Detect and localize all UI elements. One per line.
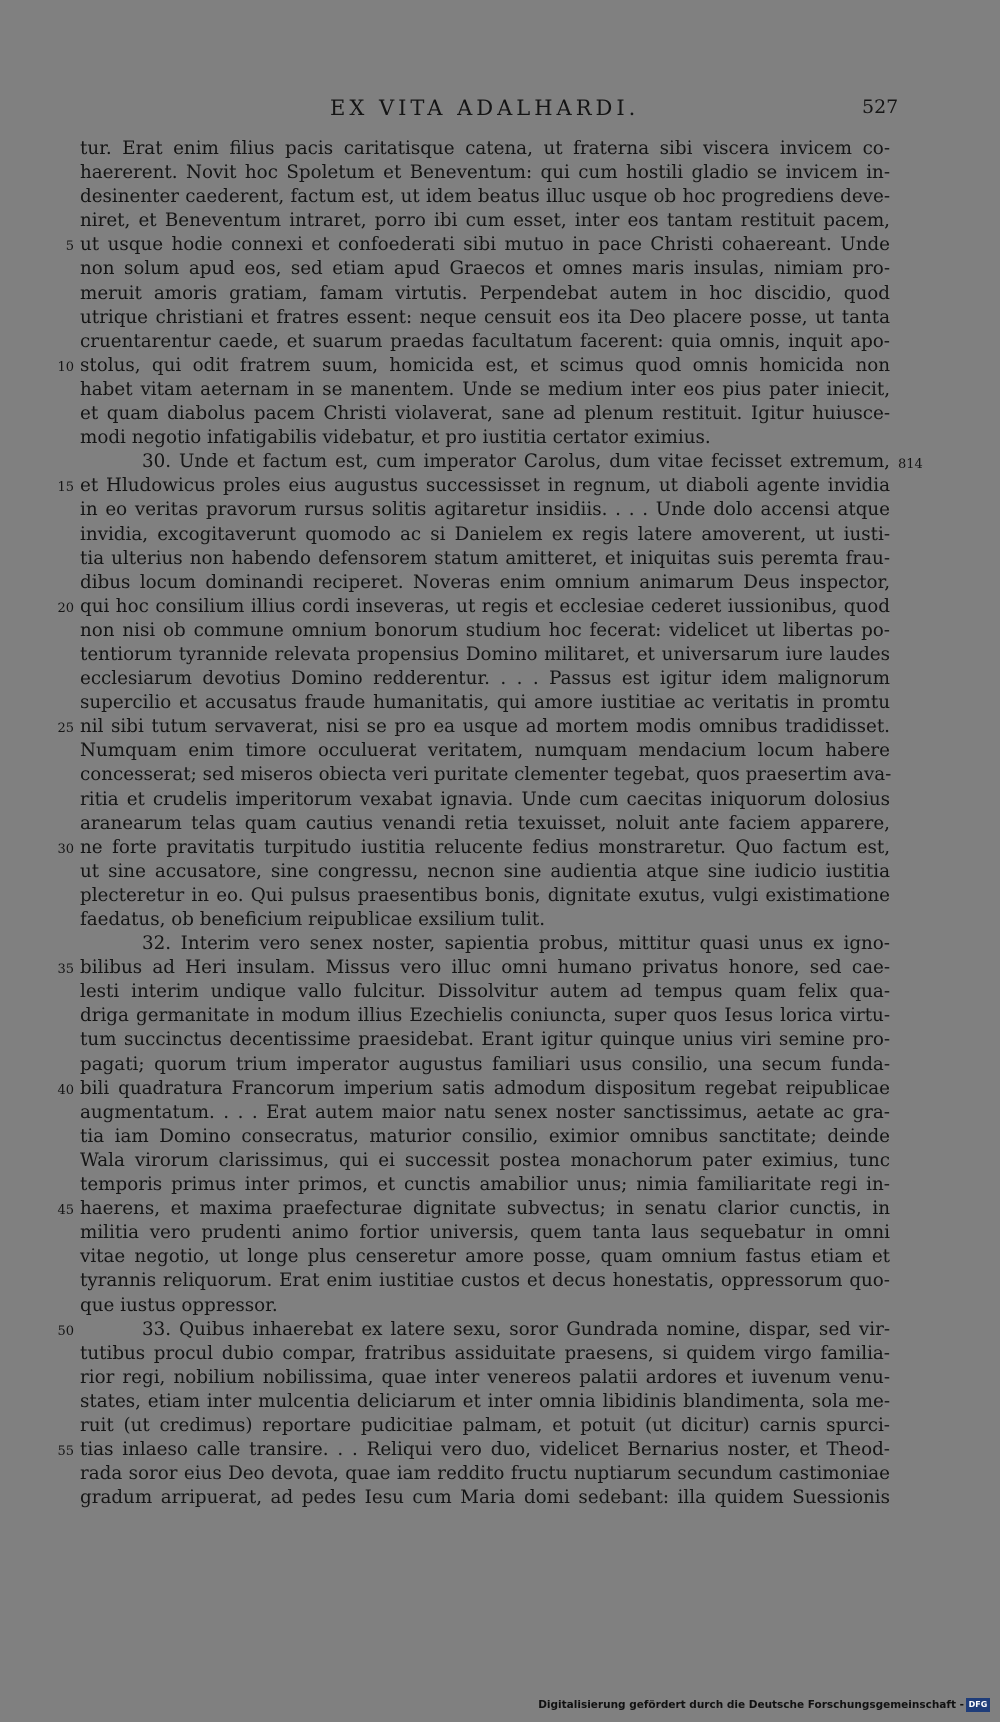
line-number: 40: [57, 1082, 74, 1098]
text-line-content: ritia et crudelis imperitorum vexabat ignavia. Unde cum caecitas iniquorum dolosius: [80, 788, 890, 810]
text-line: [80, 282, 890, 306]
text-line-content: rada soror eius Deo devota, quae iam reddito fructu nuptiarum secundum castimoniae: [80, 1463, 890, 1485]
text-line: [80, 1366, 890, 1390]
text-line: [80, 1269, 890, 1293]
text-line-content: militia vero prudenti animo fortior universis, quem tanta laus sequebatur in omni: [80, 1222, 890, 1244]
text-line-content: nil sibi tutum servaverat, nisi se pro ea usque ad mortem modis omnibus tradidisset.: [80, 716, 890, 738]
text-line-content: ne forte pravitatis turpitudo iustitia relucente fedius monstraretur. Quo factum est,: [80, 836, 890, 858]
text-line: [57, 715, 890, 739]
text-line: [80, 426, 890, 450]
text-line-content: modi negotio infatigabilis videbatur, et pro iustitia certator eximius.: [80, 427, 711, 449]
text-line: [80, 643, 890, 667]
text-line: [80, 1149, 890, 1173]
text-line-content: pagati; quorum trium imperator augustus familiari usus consilio, una secum funda-: [80, 1053, 890, 1075]
text-line-content: tentiorum tyrannide relevata propensius Domino militaret, et universarum iure laudes: [80, 643, 890, 665]
text-line-content: temporis primus inter primos, et cunctis amabilior unus; nimia familiaritate regi in-: [80, 1174, 890, 1196]
text-line: [80, 788, 890, 812]
text-line: [65, 233, 890, 257]
text-line-content: dibus locum dominandi reciperet. Noveras enim omnium animarum Deus inspector,: [80, 571, 890, 593]
line-number: 20: [57, 600, 74, 616]
text-line: [80, 667, 890, 691]
text-line: [80, 739, 890, 763]
text-line: [80, 1101, 890, 1125]
line-number: 25: [57, 721, 74, 737]
text-line: [80, 306, 890, 330]
text-line-content: niret, et Beneventum intraret, porro ibi cum esset, inter eos tantam restituit pacem,: [80, 210, 890, 232]
text-line: [80, 884, 890, 908]
text-line: [80, 1004, 890, 1028]
text-line-content: supercilio et accusatus fraude humanitatis, qui amore iustitiae ac veritatis in promtu: [80, 692, 890, 714]
text-body: [57, 137, 923, 1510]
text-line-content: driga germanitate in modum illius Ezechielis coniuncta, super quos Iesus lorica virtu-: [80, 1005, 890, 1027]
text-line: [80, 1053, 890, 1077]
text-line: [80, 1390, 890, 1414]
text-line: [80, 330, 890, 354]
text-line: [80, 402, 890, 426]
text-line-content: bilibus ad Heri insulam. Missus vero illuc omni humano privatus honore, sed cae-: [80, 957, 890, 979]
text-line-content: Numquam enim timore occuluerat veritatem, numquam mendacium locum habere: [80, 740, 890, 762]
text-line-content: faedatus, ob beneficium reipublicae exsilium tulit.: [80, 909, 546, 930]
text-line-content: augmentatum. . . . Erat autem maior natu senex noster sanctissimus, aetate ac gra-: [80, 1101, 890, 1123]
text-line: [57, 1318, 890, 1342]
funding-note: Digitalisierung gefördert durch die Deutsche Forschungsgemeinschaft -: [538, 1699, 964, 1711]
text-line: [80, 161, 890, 185]
text-line: [57, 956, 890, 980]
page-number: 527: [862, 96, 899, 118]
text-line-content: desinenter caederent, factum est, ut idem beatus illuc usque ob hoc progrediens deve-: [80, 186, 890, 208]
text-line: [80, 257, 890, 281]
text-line-content: tur. Erat enim filius pacis caritatisque catena, ut fraterna sibi viscera invicem co-: [80, 138, 890, 159]
text-line-content: non solum apud eos, sed etiam apud Graecos et omnes maris insulas, nimiam pro-: [80, 258, 890, 280]
text-line-content: stolus, qui odit fratrem suum, homicida est, et scimus quod omnis homicida non: [80, 354, 890, 376]
line-number: 45: [57, 1203, 74, 1219]
margin-page-reference: 814: [898, 457, 923, 473]
text-line-content: non nisi ob commune omnium bonorum studium hoc fecerat: videlicet ut libertas po-: [80, 619, 890, 641]
line-number: 10: [57, 359, 74, 375]
text-line: [80, 1173, 890, 1197]
line-number: 5: [65, 239, 74, 255]
text-line: [80, 498, 890, 522]
text-line-content: gradum arripuerat, ad pedes Iesu cum Maria domi sedebant: illa quidem Suessionis: [80, 1487, 890, 1509]
text-line: [80, 1342, 890, 1366]
text-line: [80, 571, 890, 595]
text-line: [57, 474, 890, 498]
text-line: [80, 691, 890, 715]
text-line: [57, 1438, 890, 1462]
text-line-content: ut sine accusatore, sine congressu, necnon sine audientia atque sine iudicio iustitia: [80, 860, 890, 882]
footer: [538, 1698, 990, 1716]
text-line-content: states, etiam inter mulcentia deliciarum et inter omnia libidinis blandimenta, sola me-: [80, 1390, 890, 1412]
text-line-content: ut usque hodie connexi et confoederati sibi mutuo in pace Christi cohaereant. Unde: [80, 234, 890, 256]
text-line: [80, 908, 890, 932]
dfg-logo-icon: DFG: [966, 1698, 990, 1712]
text-line-content: cruentarentur caede, et suarum praedas facultatum facerent: quia omnis, inquit apo-: [80, 330, 890, 352]
text-line-content: in eo veritas pravorum rursus solitis agitaretur insidiis. . . . Unde dolo accensi atque: [80, 499, 890, 521]
text-line: [80, 1462, 890, 1486]
line-number: 35: [57, 962, 74, 978]
text-line: [80, 1414, 890, 1438]
text-line: [57, 595, 890, 619]
text-line: [57, 836, 890, 860]
text-line: [80, 450, 923, 474]
text-line-content: haererent. Novit hoc Spoletum et Beneventum: qui cum hostili gladio se invicem in-: [80, 162, 890, 184]
text-line-content: bili quadratura Francorum imperium satis admodum dispositum regebat reipublicae: [80, 1077, 890, 1099]
page-header: [0, 96, 1000, 126]
text-line-content: tias inlaeso calle transire. . . Reliqui vero duo, videlicet Bernarius noster, et Theod-: [80, 1439, 890, 1461]
text-line-content: tum succinctus decentissime praesidebat. Erant igitur quinque unius viri semine pro-: [80, 1029, 890, 1051]
text-line: [57, 1077, 890, 1101]
text-line: [80, 763, 890, 787]
text-line: [80, 1486, 890, 1510]
text-line: [57, 1197, 890, 1221]
text-line: [80, 523, 890, 547]
text-line: [80, 812, 890, 836]
text-line-content: ruit (ut credimus) reportare pudicitiae palmam, et potuit (ut dicitur) carnis spurci-: [80, 1414, 890, 1436]
text-line-content: qui hoc consilium illius cordi inseveras, ut regis et ecclesiae cederet iussionibus, quod: [80, 595, 890, 617]
text-line-content: 32. Interim vero senex noster, sapientia probus, mittitur quasi unus ex igno-: [142, 933, 890, 955]
text-line-content: lesti interim undique vallo fulcitur. Dissolvitur autem ad tempus quam felix qua-: [80, 981, 890, 1003]
text-line-content: meruit amoris gratiam, famam virtutis. Perpendebat autem in hoc discidio, quod: [80, 282, 890, 304]
text-line: [80, 1221, 890, 1245]
text-line: [80, 932, 890, 956]
text-line-content: habet vitam aeternam in se manentem. Unde se medium inter eos pius pater iniecit,: [80, 378, 890, 400]
text-line: [80, 547, 890, 571]
line-number: 15: [57, 480, 74, 496]
text-line-content: ecclesiarum devotius Domino redderentur. . . . Passus est igitur idem malignorum: [80, 668, 890, 690]
text-line-content: concesserat; sed miseros obiecta veri puritate clementer tegebat, quos praesertim ava-: [80, 764, 892, 786]
text-line: [80, 209, 890, 233]
text-line: [80, 1245, 890, 1269]
line-number: 50: [57, 1323, 74, 1339]
text-line: [57, 354, 890, 378]
text-line-content: rior regi, nobilium nobilissima, quae inter venereos palatii ardores et iuvenum venu-: [80, 1366, 890, 1388]
text-line-content: tyrannis reliquorum. Erat enim iustitiae custos et decus honestatis, oppressorum quo-: [80, 1270, 890, 1292]
text-line-content: plecteretur in eo. Qui pulsus praesentibus bonis, dignitate exutus, vulgi existimatione: [80, 884, 890, 906]
text-line-content: et Hludowicus proles eius augustus successisset in regnum, ut diaboli agente invidia: [80, 475, 890, 497]
text-line-content: tutibus procul dubio compar, fratribus assiduitate praesens, si quidem virgo familia-: [80, 1342, 890, 1364]
text-line-content: utrique christiani et fratres essent: neque censuit eos ita Deo placere posse, ut tanta: [80, 306, 890, 328]
text-line: [80, 378, 890, 402]
text-line: [80, 860, 890, 884]
line-number: 30: [57, 841, 74, 857]
text-line-content: haerens, et maxima praefecturae dignitate subvectus; in senatu clarior cunctis, in: [80, 1198, 890, 1220]
text-line-content: vitae negotio, ut longe plus censeretur amore posse, quam omnium fastus etiam et: [80, 1246, 890, 1268]
text-line-content: aranearum telas quam cautius venandi retia texuisset, noluit ante faciem apparere,: [80, 812, 890, 834]
text-line: [80, 619, 890, 643]
text-line-content: que iustus oppressor.: [80, 1294, 278, 1316]
line-number: 55: [57, 1444, 74, 1460]
text-line-content: tia ulterius non habendo defensorem statum amitteret, et iniquitas suis peremta frau-: [80, 547, 890, 569]
text-line: [80, 137, 890, 161]
running-title: EX VITA ADALHARDI.: [330, 96, 640, 120]
text-line: [80, 980, 890, 1004]
text-line: [80, 1028, 890, 1052]
text-line: [80, 185, 890, 209]
text-line-content: et quam diabolus pacem Christi violaverat, sane ad plenum restituit. Igitur huiusce-: [80, 403, 890, 425]
text-line-content: tia iam Domino consecratus, maturior consilio, eximior omnibus sanctitate; deinde: [80, 1125, 890, 1147]
text-line-content: invidia, excogitaverunt quomodo ac si Danielem ex regis latere amoverent, ut iusti-: [80, 523, 890, 545]
text-line: [80, 1125, 890, 1149]
text-line-content: 30. Unde et factum est, cum imperator Carolus, dum vitae fecisset extremum,: [142, 451, 890, 473]
text-line-content: 33. Quibus inhaerebat ex latere sexu, soror Gundrada nomine, dispar, sed vir-: [142, 1318, 890, 1340]
text-line-content: Wala virorum clarissimus, qui ei successit postea monachorum pater eximius, tunc: [80, 1149, 890, 1171]
text-line: [80, 1294, 890, 1318]
